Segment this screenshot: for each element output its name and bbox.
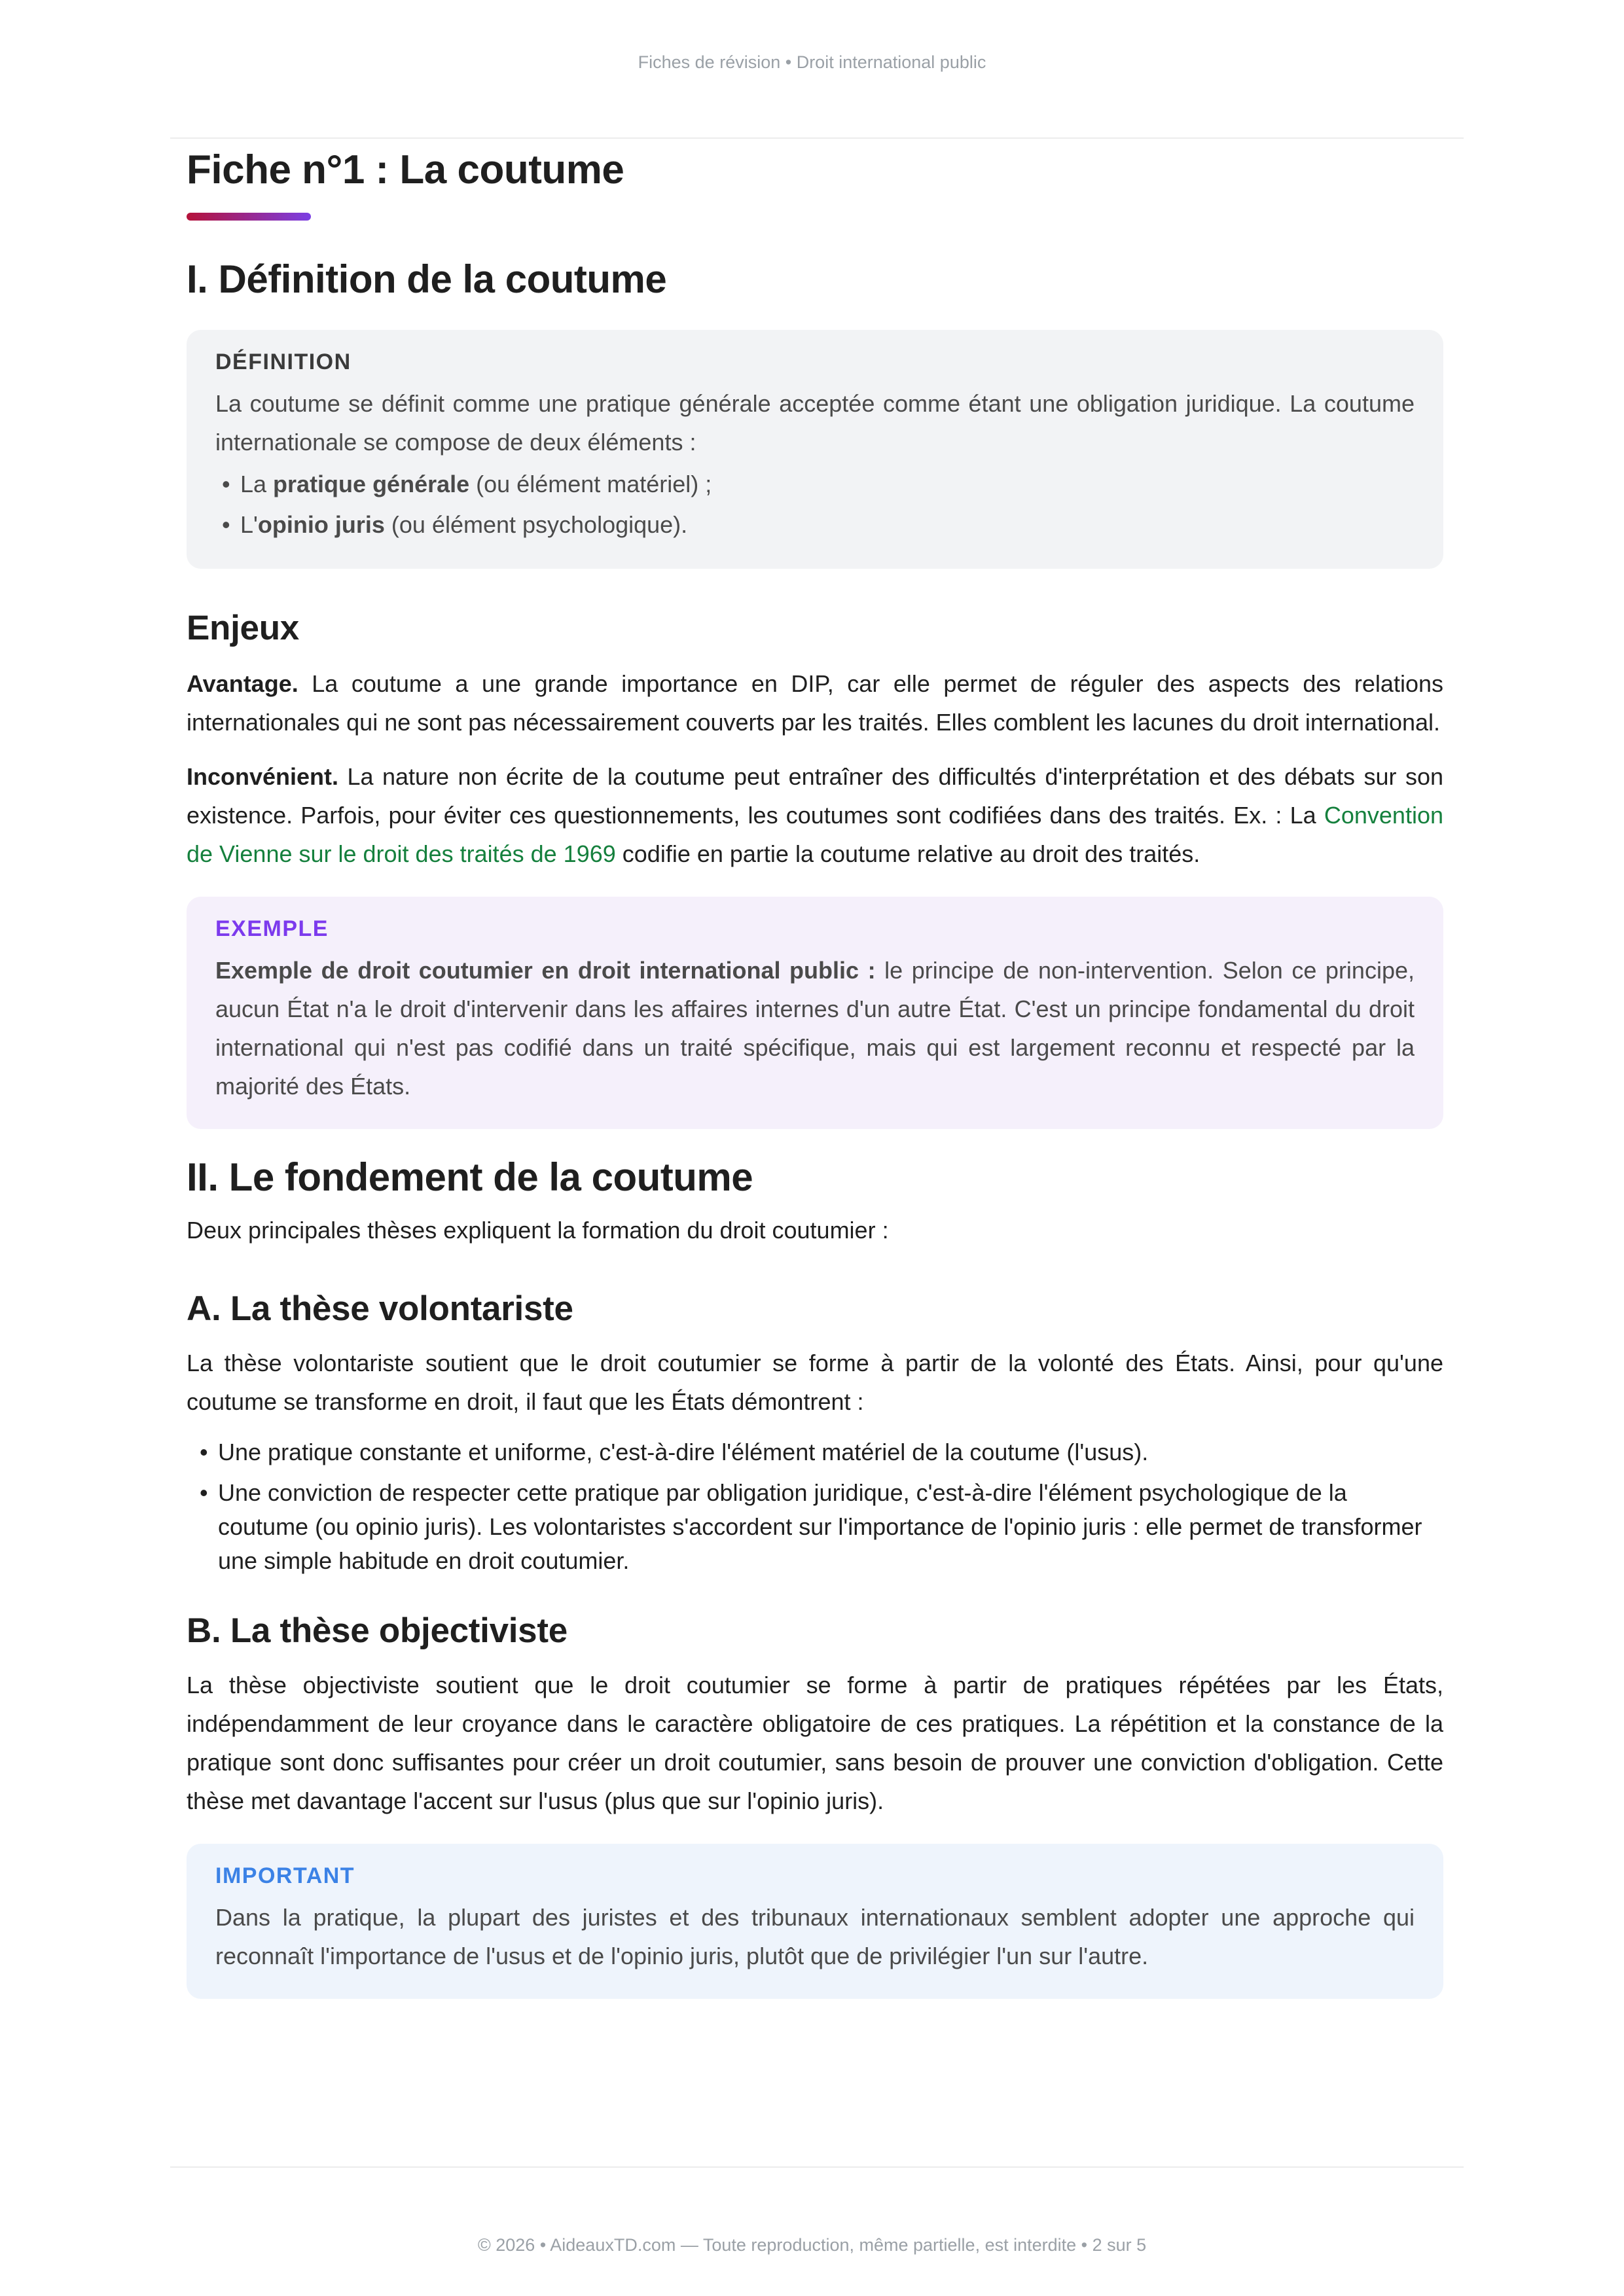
fiche-title: Fiche n°1 : La coutume: [187, 147, 624, 192]
section-1-heading: I. Définition de la coutume: [187, 257, 667, 301]
definition-list: [215, 464, 1415, 545]
important-callout: [187, 1844, 1443, 1999]
objectiviste-text: La thèse objectiviste soutient que le droit coutumier se forme à partir de pratiques répétées par les États, indépendamment de leur croyance dans le caractère obligatoire de ces pratiques. La répétition et la constance de la pratique sont donc suffisantes pour créer un droit coutumier, sans besoin de prouver une conviction d'obligation. Cette thèse met davantage l'accent sur l'usus (plus que sur l'opinio juris).: [187, 1672, 1443, 1815]
page-footer: © 2026 • AideauxTD.com — Toute reproduction, même partielle, est interdite • 2 sur 5: [477, 2235, 1147, 2255]
avantage-paragraph: Avantage. La coutume a une grande importance en DIP, car elle permet de réguler des aspects des relations internationales qui ne sont pas nécessairement couverts par les traités. Elles comblent les lacunes du droit international.: [187, 670, 1443, 736]
volontariste-heading: A. La thèse volontariste: [187, 1289, 573, 1328]
list-item: • La pratique générale (ou élément matériel) ;: [215, 464, 1415, 505]
enjeux-heading: Enjeux: [187, 608, 299, 647]
section-2-intro: Deux principales thèses expliquent la formation du droit coutumier :: [187, 1216, 889, 1244]
title-accent-bar: [187, 213, 311, 221]
inconvenient-paragraph: Inconvénient. La nature non écrite de la coutume peut entraîner des difficultés d'interprétation et des débats sur son existence. Parfois, pour éviter ces questionnements, les coutumes sont codifiées dans des traités. Ex. : La Convention de Vienne sur le droit des traités de 1969 codifie en partie la coutume relative au droit des traités.: [187, 762, 1443, 867]
footer-divider: [170, 2166, 1464, 2168]
list-item: • Une pratique constante et uniforme, c'est-à-dire l'élément matériel de la coutume (l'usus).: [187, 1435, 1443, 1469]
main-content: [187, 137, 1443, 1999]
important-tag: IMPORTANT: [215, 1863, 355, 1889]
definition-text: La coutume se définit comme une pratique générale acceptée comme étant une obligation juridique. La coutume internationale se compose de deux éléments :: [215, 389, 1415, 456]
definition-tag: DÉFINITION: [215, 349, 352, 374]
convention-vienne-link[interactable]: Convention de Vienne sur le droit des traités de 1969: [187, 801, 1443, 867]
inconvenient-label: Inconvénient.: [187, 762, 339, 790]
volontariste-text: La thèse volontariste soutient que le droit coutumier se forme à partir de la volonté des États. Ainsi, pour qu'une coutume se transforme en droit, il faut que les États démontrent :: [187, 1350, 1443, 1416]
example-text: Exemple de droit coutumier en droit international public : le principe de non-intervention. Selon ce principe, aucun État n'a le droit d'intervenir dans les affaires internes d'un autre État. C'est un principe fondamental du droit international qui n'est pas codifié dans un traité spécifique, mais qui est largement reconnu et respecté par la majorité des États.: [215, 956, 1415, 1100]
objectiviste-heading: B. La thèse objectiviste: [187, 1611, 568, 1651]
running-header: Fiches de révision • Droit international public: [638, 52, 986, 72]
list-item: • Une conviction de respecter cette pratique par obligation juridique, c'est-à-dire l'élément psychologique de la coutume (ou opinio juris). Les volontaristes s'accordent sur l'importance de l'opinio juris : elle permet de transformer une simple habitude en droit coutumier.: [187, 1476, 1443, 1578]
important-text: Dans la pratique, la plupart des juristes et des tribunaux internationaux semblent adopter une approche qui reconnaît l'importance de l'usus et de l'opinio juris, plutôt que de privilégier l'un sur l'autre.: [215, 1904, 1415, 1970]
section-2-heading: II. Le fondement de la coutume: [187, 1155, 753, 1199]
definition-callout: [187, 330, 1443, 569]
example-tag: EXEMPLE: [215, 916, 329, 941]
list-item: • L'opinio juris (ou élément psychologique).: [215, 505, 1415, 545]
example-callout: [187, 897, 1443, 1129]
avantage-label: Avantage.: [187, 670, 298, 697]
volontariste-list: [187, 1435, 1443, 1578]
